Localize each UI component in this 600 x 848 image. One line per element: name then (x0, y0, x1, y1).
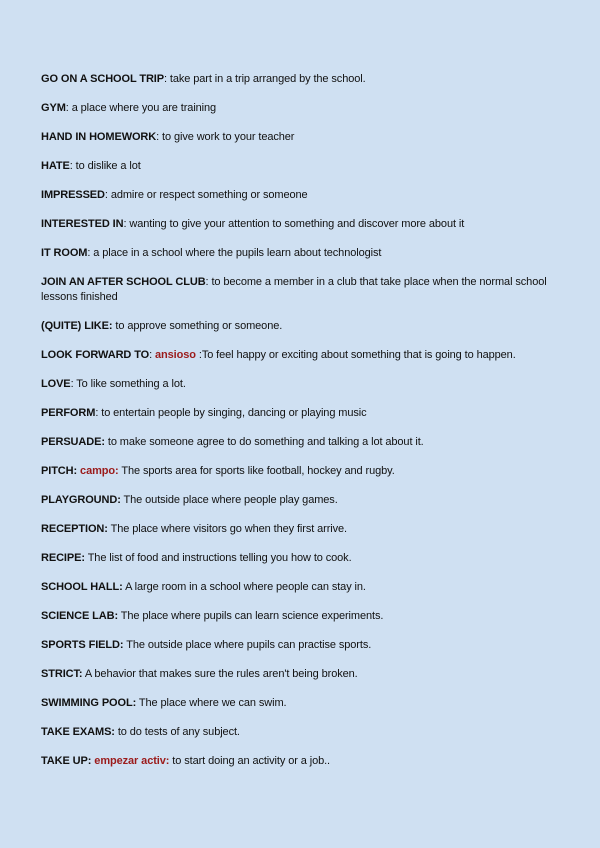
entry-definition: The place where we can swim. (138, 697, 287, 709)
glossary-entry (41, 696, 551, 711)
glossary-entry (41, 464, 551, 479)
entry-definition: wanting to give your attention to something and discover more about it (129, 218, 465, 230)
glossary-entry: INTERESTED IN: wanting to give your attention to something and discover more about it (41, 218, 465, 230)
entry-term: SPORTS FIELD: (41, 639, 124, 651)
glossary-entry: IT ROOM: a place in a school where the pupils learn about technologist (41, 247, 382, 259)
glossary-entry (41, 667, 551, 682)
entry-term: (QUITE) LIKE: (41, 320, 113, 332)
entry-definition: to start doing an activity or a job.. (172, 755, 331, 767)
entry-definition: The place where visitors go when they first arrive. (110, 523, 347, 535)
entry-definition: A large room in a school where people can stay in. (125, 581, 366, 593)
glossary-entry: LOVE: To like something a lot. (41, 378, 186, 390)
entry-definition: to become a member in a club that take place when the normal school lessons finished (41, 276, 547, 303)
glossary-entry (41, 725, 551, 740)
entry-definition: to give work to your teacher (162, 131, 295, 143)
glossary-entry (41, 435, 551, 450)
entry-definition: The outside place where people play games. (123, 494, 338, 506)
glossary-entry: GYM: a place where you are training (41, 102, 217, 114)
entry-term: RECEPTION: (41, 523, 108, 535)
entry-definition: a place where you are training (71, 102, 217, 114)
entry-definition: to approve something or someone. (115, 320, 283, 332)
entry-definition: take part in a trip arranged by the school. (169, 73, 366, 85)
entry-term: HATE (41, 160, 70, 172)
glossary-entry (41, 580, 551, 595)
entry-term: INTERESTED IN (41, 218, 124, 230)
entry-term: TAKE EXAMS: (41, 726, 115, 738)
glossary-entry (41, 638, 551, 653)
entry-term: PERSUADE: (41, 436, 105, 448)
entry-term: SCIENCE LAB: (41, 610, 119, 622)
glossary-entry (41, 319, 551, 334)
entry-term: JOIN AN AFTER SCHOOL CLUB (41, 276, 206, 288)
entry-definition: The place where pupils can learn science experiments. (120, 610, 384, 622)
entry-term: PERFORM (41, 407, 96, 419)
entry-term: PITCH: (41, 465, 78, 477)
entry-definition: The outside place where pupils can practise sports. (126, 639, 372, 651)
entry-term: LOOK FORWARD TO (41, 349, 150, 361)
glossary-entry: PERFORM: to entertain people by singing, dancing or playing music (41, 407, 367, 419)
entry-term: TAKE UP: (41, 755, 92, 767)
entry-term: HAND IN HOMEWORK (41, 131, 157, 143)
entry-definition: admire or respect something or someone (110, 189, 308, 201)
entry-definition: A behavior that makes sure the rules aren't being broken. (84, 668, 358, 680)
glossary-entry: HATE: to dislike a lot (41, 160, 141, 172)
entry-term: RECIPE: (41, 552, 85, 564)
entry-definition: The sports area for sports like football, hockey and rugby. (121, 465, 395, 477)
glossary-entry (41, 754, 551, 769)
entry-term: GO ON A SCHOOL TRIP (41, 73, 164, 85)
entry-term: SCHOOL HALL: (41, 581, 123, 593)
entry-term: IMPRESSED (41, 189, 105, 201)
entry-term: GYM (41, 102, 66, 114)
entry-definition: To like something a lot. (76, 378, 186, 390)
entry-term: LOVE (41, 378, 71, 390)
entry-term: IT ROOM (41, 247, 88, 259)
glossary-entry (41, 551, 551, 566)
glossary-entry: HAND IN HOMEWORK: to give work to your teacher (41, 131, 295, 143)
entry-translation: ansioso (155, 349, 196, 361)
glossary-list (41, 72, 551, 783)
entry-definition: to entertain people by singing, dancing or playing music (101, 407, 367, 419)
glossary-entry (41, 493, 551, 508)
glossary-entry (41, 522, 551, 537)
entry-definition: To feel happy or exciting about something that is going to happen. (201, 349, 516, 361)
entry-definition: to make someone agree to do something and talking a lot about it. (107, 436, 424, 448)
entry-term: STRICT: (41, 668, 83, 680)
entry-translation: campo: (80, 465, 119, 477)
glossary-entry: GO ON A SCHOOL TRIP: take part in a trip arranged by the school. (41, 73, 366, 85)
entry-definition: to dislike a lot (75, 160, 141, 172)
entry-definition: to do tests of any subject. (117, 726, 240, 738)
entry-term: PLAYGROUND: (41, 494, 121, 506)
entry-term: SWIMMING POOL: (41, 697, 137, 709)
glossary-entry (41, 609, 551, 624)
entry-definition: a place in a school where the pupils learn about technologist (93, 247, 382, 259)
entry-definition: The list of food and instructions telling you how to cook. (87, 552, 352, 564)
glossary-entry: JOIN AN AFTER SCHOOL CLUB: to become a member in a club that take place when the normal school lessons finished (41, 276, 547, 303)
glossary-entry: LOOK FORWARD TO: ansioso :To feel happy or exciting about something that is going to happen. (41, 349, 516, 361)
entry-translation: empezar activ: (94, 755, 170, 767)
glossary-entry: IMPRESSED: admire or respect something or someone (41, 189, 308, 201)
